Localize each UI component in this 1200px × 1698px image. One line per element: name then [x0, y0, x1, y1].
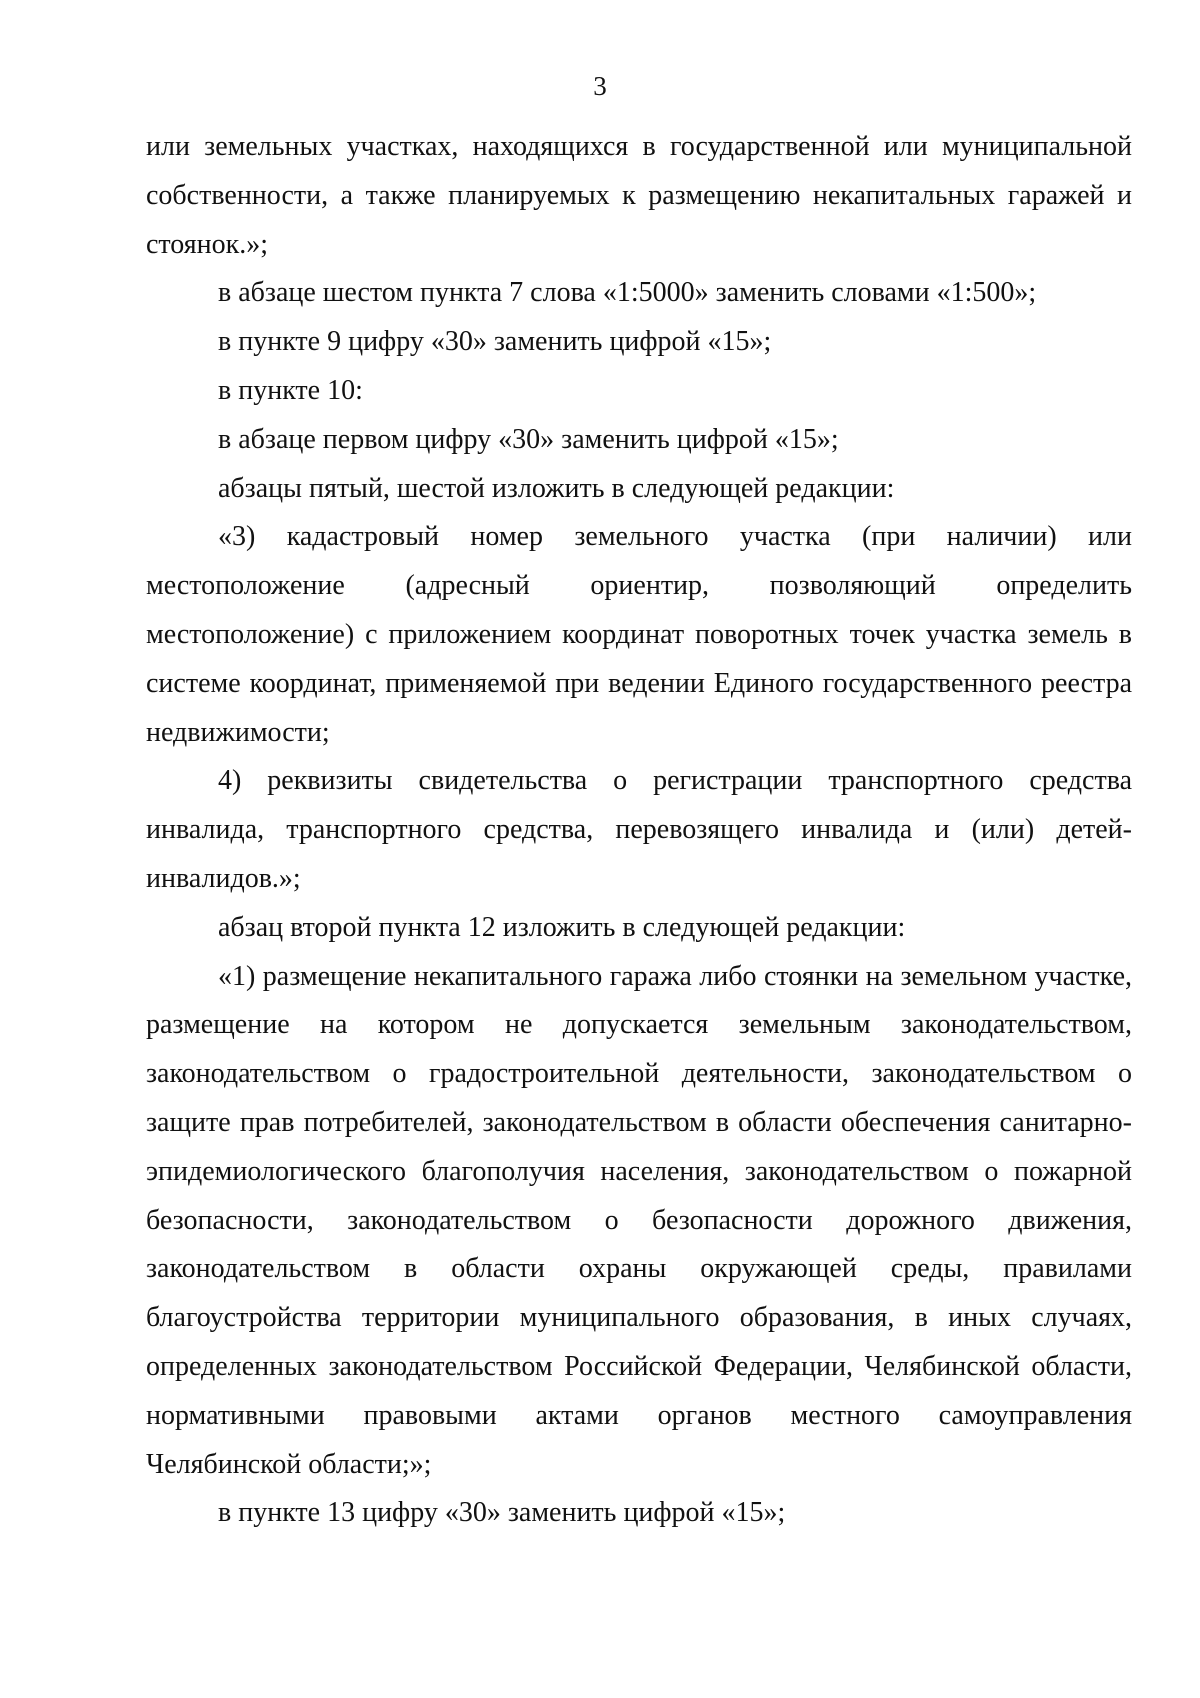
paragraph-item-10-first-abzac: в абзаце первом цифру «30» заменить цифрой «15»; — [218, 423, 839, 455]
paragraph-amendment-item-13: в пункте 13 цифру «30» заменить цифрой «15»; — [218, 1497, 786, 1529]
paragraph-amendment-item-7: в абзаце шестом пункта 7 слова «1:5000» заменить словами «1:500»; — [218, 277, 1037, 309]
paragraph-item-10-heading: в пункте 10: — [218, 374, 363, 406]
document-body — [146, 123, 1132, 1538]
paragraph-continuation: или земельных участках, находящихся в государственной или муниципальной собственности, а также планируемых к размещению некапитальных гаражей и стоянок.»; — [146, 131, 1132, 260]
page-number: 3 — [593, 71, 607, 101]
paragraph-item-12-subitem-1: «1) размещение некапитального гаража либо стоянки на земельном участке, размещение на котором не допускается земельным законодательством, законодательством о градостроительной деятельности, законодательством о защите прав потребителей, законодательством в области обеспечения санитарно-эпидемиологического благополучия населения, законодательством о пожарной безопасности, законодательством о безопасности дорожного движения, законодательством в области охраны окружающей среды, правилами благоустройства территории муниципального образования, в иных случаях, определенных законодательством Российской Федерации, Челябинской области, нормативными правовыми актами органов местного самоуправления Челябинской области;»; — [146, 960, 1132, 1480]
paragraph-subitem-4: 4) реквизиты свидетельства о регистрации транспортного средства инвалида, транспортного средства, перевозящего инвалида и (или) детей-инвалидов.»; — [146, 765, 1132, 894]
paragraph-subitem-3: «3) кадастровый номер земельного участка (при наличии) или местоположение (адресный ориентир, позволяющий определить местоположение) с приложением координат поворотных точек участка земель в системе координат, применяемой при ведении Единого государственного реестра недвижимости; — [146, 521, 1132, 748]
paragraph-amendment-item-9: в пункте 9 цифру «30» заменить цифрой «15»; — [218, 326, 772, 358]
paragraph-item-10-new-edition: абзацы пятый, шестой изложить в следующей редакции: — [218, 472, 895, 504]
paragraph-item-12-heading: абзац второй пункта 12 изложить в следующей редакции: — [218, 911, 906, 943]
